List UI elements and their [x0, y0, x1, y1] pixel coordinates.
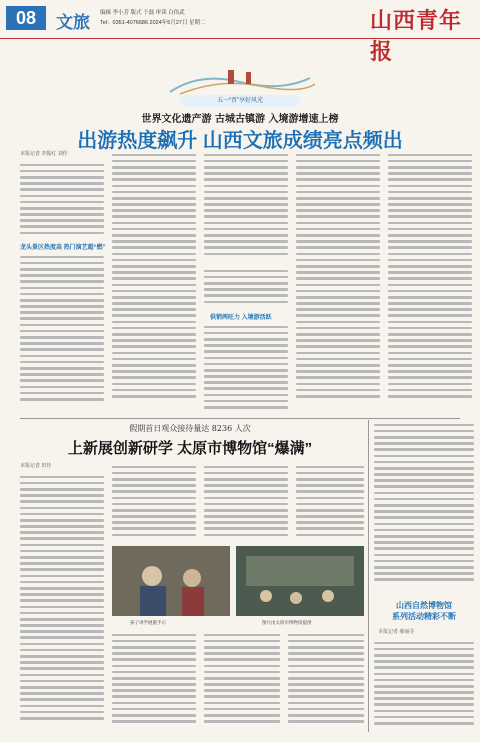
topic-banner: 五一“晋”享好风光 — [180, 95, 300, 107]
top-byline: 本报记者 李振红 刘佳 — [20, 151, 68, 157]
editor-line: 编辑 李小芳 版式 于磊 审读 白伟武 — [100, 10, 185, 16]
side-headline — [372, 600, 476, 622]
article-column — [20, 472, 104, 730]
side-headline-line2: 系列活动精彩不断 — [392, 612, 456, 621]
article-column — [112, 150, 196, 412]
column-separator — [368, 420, 369, 732]
date-line: Tel：0351-4076686 2024年5月27日 星期二 — [100, 20, 206, 26]
article-column — [204, 150, 288, 262]
photo-caption-right: 图片由太原市博物馆提供 — [262, 620, 312, 625]
article-column — [204, 630, 280, 730]
museum-photo-right — [236, 546, 364, 616]
section-title: 文旅 — [56, 13, 90, 33]
bottom-subheadline: 假期首日观众接待量达 8236 人次 — [129, 424, 251, 433]
side-byline: 本报记者 郝丽芬 — [378, 629, 415, 635]
top-subheadline: 世界文化遗产游 古城古镇游 入境游增速上榜 — [141, 114, 339, 125]
article-column — [388, 150, 472, 412]
article-column — [112, 630, 196, 730]
article-column — [296, 462, 364, 542]
bottom-headline: 上新展创新研学 太原市博物馆“爆满” — [67, 440, 313, 457]
photo-caption-left: 孩子讲学展旅手示 — [130, 620, 166, 625]
article-column — [204, 322, 288, 412]
section-heading: 供销两旺力 入境游活跃 — [210, 315, 272, 321]
article-column — [20, 252, 104, 414]
top-headline: 出游热度飙升 山西文旅成绩亮点频出 — [77, 130, 403, 152]
article-column — [20, 160, 104, 238]
side-headline-line1: 山西自然博物馆 — [396, 601, 452, 610]
museum-photo-left — [112, 546, 230, 616]
article-column — [288, 630, 364, 730]
newspaper-logo: 山西青年报 — [370, 8, 463, 65]
article-column — [204, 462, 288, 542]
decorative-banner-art-icon — [160, 68, 320, 96]
bottom-byline: 本报记者 田佳 — [20, 463, 52, 469]
section-divider — [20, 418, 460, 419]
article-column — [204, 266, 288, 310]
article-column — [374, 420, 474, 596]
page-number: 08 — [6, 6, 46, 30]
article-column — [296, 150, 380, 412]
article-column — [374, 638, 474, 732]
section-heading: 龙头景区热度高 热门演艺超“燃” — [20, 245, 106, 251]
article-column — [112, 462, 196, 542]
